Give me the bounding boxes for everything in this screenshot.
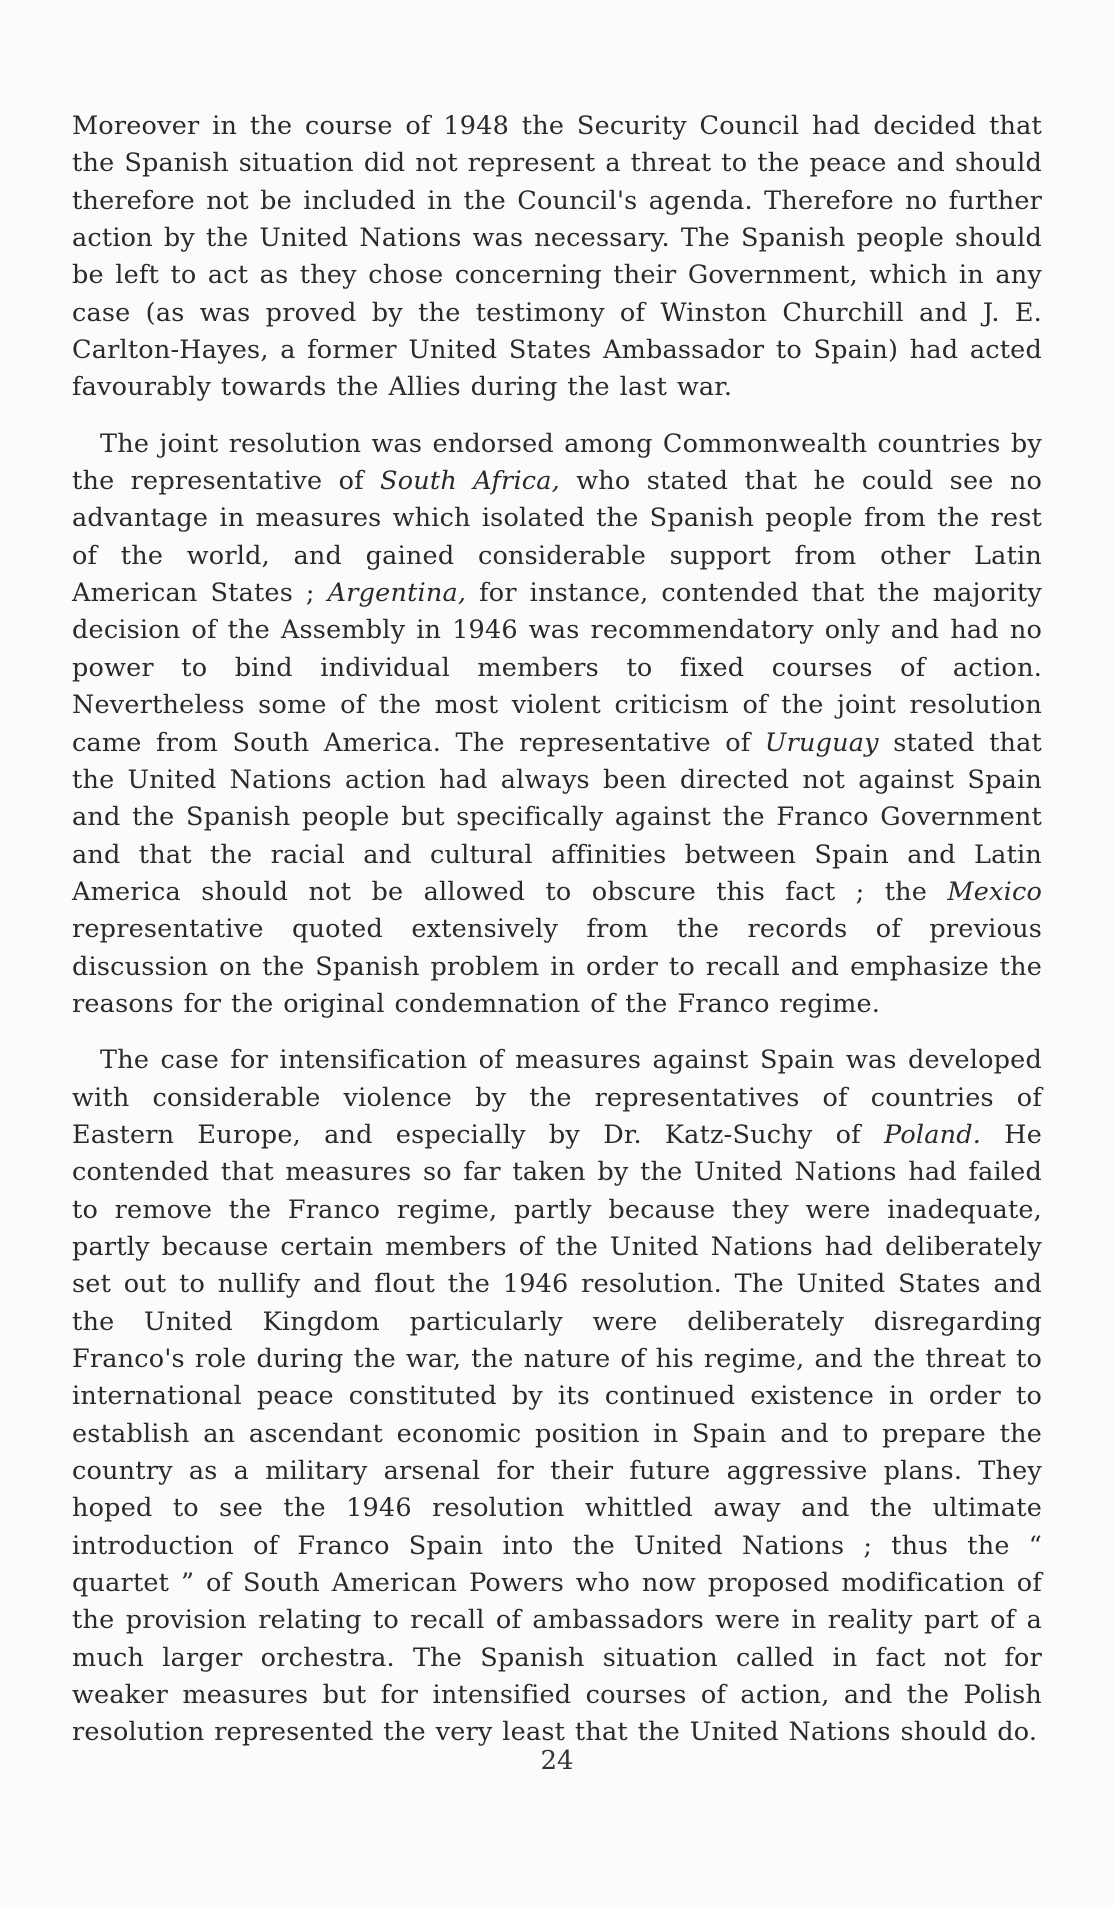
text-segment: who stated that he could see no advantage in measures which isolated the Spanish people from the rest of the world, and gained considerable support from other Latin American States ; <box>72 466 1043 609</box>
text-segment: The joint resolution was endorsed among Commonwealth countries by the representative of <box>72 428 1042 497</box>
paragraph-security-council <box>72 108 1042 407</box>
text-segment: for instance, contended that the majority decision of the Assembly in 1946 was recommendatory only and had no power to bind individual members to fixed courses of action. Nevertheless some of the most violent criticism of the joint resolution came from South America. The representative of <box>72 578 1043 758</box>
country-name-mexico: Mexico <box>947 876 1042 907</box>
country-name-uruguay: Uruguay <box>764 727 879 758</box>
paragraph-intensification <box>72 1042 1042 1752</box>
country-name-poland: Poland. <box>884 1119 982 1150</box>
text-segment: The case for intensification of measures against Spain was developed with considerable violence by the representatives of countries of Eastern Europe, and especially by Dr. Katz-Suchy of <box>72 1045 1042 1150</box>
paragraph-joint-resolution <box>72 426 1042 1024</box>
country-name-south-africa: South Africa, <box>380 466 560 497</box>
page-body <box>72 108 1042 1898</box>
text-segment: representative quoted extensively from the records of previous discussion on the Spanish problem in order to recall and emphasize the reasons for the original condemnation of the Franco regime. <box>72 914 1042 1019</box>
page-number: 24 <box>540 1746 574 1776</box>
text-segment: stated that the United Nations action had always been directed not against Spain and the Spanish people but specifically against the Franco Government and that the racial and cultural affinities between Spain and Latin America should not be allowed to obscure this fact ; the <box>72 727 1042 907</box>
text-segment: He contended that measures so far taken by the United Nations had failed to remove the Franco regime, partly because they were inadequate, partly because certain members of the United Nations had deliberately set out to nullify and flout the 1946 resolution. The United States and the United Kingdom particularly were deliberately disregarding Franco's role during the war, the nature of his regime, and the threat to international peace constituted by its continued existence in order to establish an ascendant economic position in Spain and to prepare the country as a military arsenal for their future aggressive plans. They hoped to see the 1946 resolution whittled away and the ultimate introduction of Franco Spain into the United Nations ; thus the “ quartet ” of South American Powers who now proposed modification of the provision relating to recall of ambassadors were in reality part of a much larger orchestra. The Spanish situation called in fact not for weaker measures but for intensified courses of action, and the Polish resolution represented the very least that the United Nations should do. <box>72 1119 1042 1748</box>
text-segment: Moreover in the course of 1948 the Security Council had decided that the Spanish situation did not represent a threat to the peace and should therefore not be included in the Council's agenda. Therefore no further action by the United Nations was necessary. The Spanish people should be left to act as they chose concerning their Government, which in any case (as was proved by the testimony of Winston Churchill and J. E. Carlton-Hayes, a former United States Ambassador to Spain) had acted favourably towards the Allies during the last war. <box>72 111 1042 403</box>
country-name-argentina: Argentina, <box>327 578 467 609</box>
